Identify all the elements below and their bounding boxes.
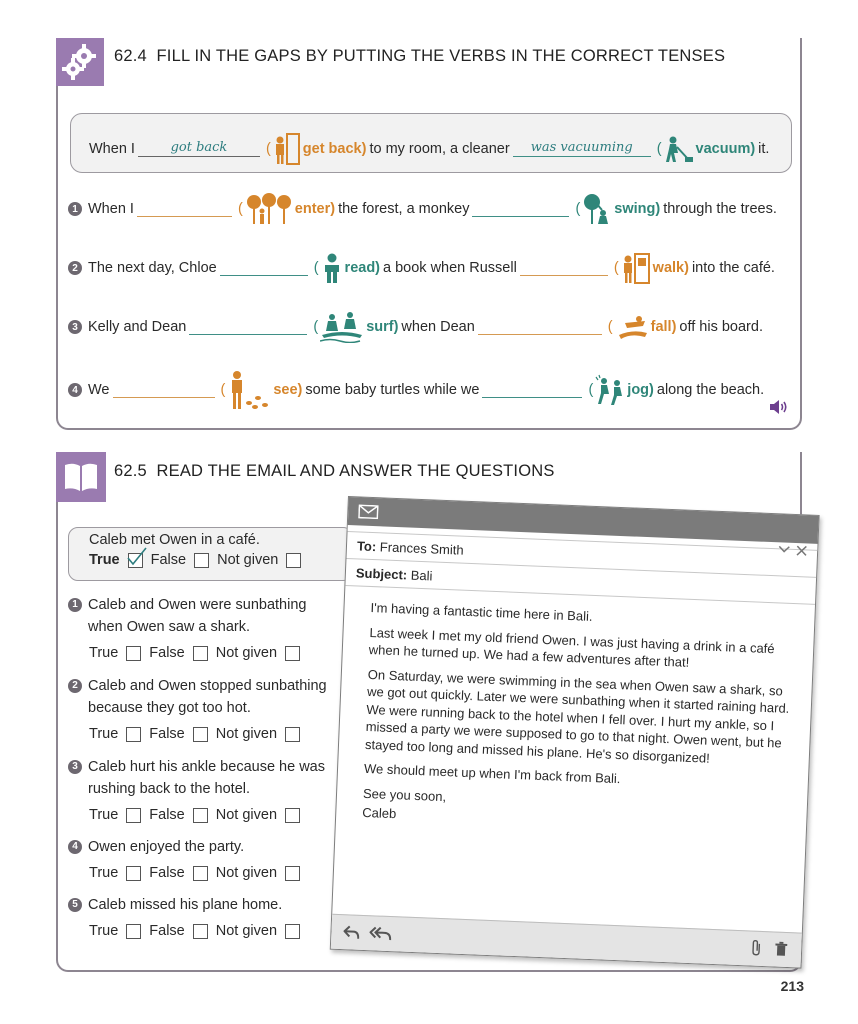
example-sentence: When I got back ( get back) to my room, a cleaner was vacuuming ( vacuum) it.	[89, 133, 769, 165]
text: a book when Russell	[383, 260, 517, 276]
text: through the trees.	[663, 201, 777, 217]
question-5	[68, 894, 302, 942]
true-checkbox[interactable]	[126, 866, 141, 881]
reply-icon[interactable]	[343, 925, 360, 940]
example-question	[89, 532, 303, 568]
question-4	[68, 836, 302, 884]
text: When I	[89, 141, 135, 157]
false-label: False	[149, 645, 185, 661]
verb-prompt: surf)	[366, 319, 399, 335]
false-checkbox[interactable]	[193, 727, 208, 742]
true-label: True	[89, 552, 120, 568]
text: it.	[758, 141, 770, 157]
answer-gap[interactable]	[478, 320, 602, 335]
text: the forest, a monkey	[338, 201, 470, 217]
text: into the café.	[691, 260, 775, 276]
true-checkbox[interactable]	[126, 646, 141, 661]
verb-prompt: fall)	[650, 319, 677, 335]
question-3	[68, 756, 325, 826]
handwritten-answer: got back	[170, 139, 228, 155]
false-label: False	[149, 726, 185, 742]
email-signature: Caleb	[362, 804, 397, 822]
item-number: 2	[68, 261, 82, 275]
not-given-checkbox[interactable]	[285, 808, 300, 823]
not-given-label: Not given	[215, 865, 278, 881]
true-label: True	[89, 865, 119, 881]
exercise-62-4-title	[114, 47, 725, 66]
to-label: To:	[356, 537, 377, 554]
not-given-checkbox[interactable]	[285, 924, 300, 939]
text: along the beach.	[656, 382, 765, 398]
item-number: 1	[68, 202, 82, 216]
question-text: because they got too hot.	[88, 700, 251, 716]
question-number: 4	[68, 840, 82, 854]
false-checkbox[interactable]	[193, 808, 208, 823]
not-given-label: Not given	[215, 726, 278, 742]
email-paragraph: We should meet up when I'm back from Bali.	[363, 760, 621, 787]
question-number: 3	[68, 760, 82, 774]
true-checkbox[interactable]	[126, 808, 141, 823]
question-text: Caleb and Owen were sunbathing	[88, 597, 307, 613]
verb-prompt: walk)	[652, 260, 689, 276]
answer-gap[interactable]	[482, 383, 582, 398]
question-text: Caleb hurt his ankle because he was	[88, 759, 325, 775]
to-value: Frances Smith	[379, 538, 464, 558]
man-walking-into-cafe-icon	[621, 252, 651, 284]
answer-gap[interactable]	[513, 139, 651, 157]
exercise-item-3: 3 Kelly and Dean ( surf) when Dean ( fall) off his board.	[68, 311, 763, 343]
verb-prompt: vacuum)	[695, 141, 756, 157]
answer-gap[interactable]	[138, 139, 260, 157]
verb-prompt: read)	[344, 260, 381, 276]
question-text: rushing back to the hotel.	[88, 781, 251, 797]
monkey-swinging-icon	[582, 193, 612, 225]
answer-gap[interactable]	[220, 261, 308, 276]
exercise-item-1: 1 When I ( enter) the forest, a monkey ( swing) through the trees.	[68, 193, 777, 225]
surfer-falling-icon	[615, 311, 649, 343]
exercise-62-5-title	[114, 462, 555, 481]
verb-prompt: see)	[273, 382, 303, 398]
reply-all-icon[interactable]	[369, 926, 392, 941]
text: some baby turtles while we	[305, 382, 480, 398]
exercise-number: 62.5	[114, 462, 147, 480]
answer-gap[interactable]	[472, 202, 569, 217]
minimize-close-icons[interactable]	[777, 543, 811, 556]
text: Kelly and Dean	[88, 319, 187, 335]
email-paragraph: On Saturday, we were swimming in the sea when Owen saw a shark, so we got out quickly. Later we were sunbathing when it started raining hard. We were running back to the hotel when I fell over. I hurt my ankle, so I missed a party we were supposed to go to that night. Owen went, but he stayed too long and missed his plane. He's so disorganized!	[364, 666, 790, 766]
false-checkbox[interactable]	[193, 924, 208, 939]
answer-gap[interactable]	[189, 320, 307, 335]
exercise-instruction: FILL IN THE GAPS BY PUTTING THE VERBS IN THE CORRECT TENSES	[156, 47, 726, 65]
text: We	[88, 382, 110, 398]
not-given-label: Not given	[215, 807, 278, 823]
exercise-number: 62.4	[114, 47, 147, 65]
not-given-label: Not given	[215, 645, 278, 661]
checkmark-icon	[126, 547, 148, 567]
person-reading-icon	[321, 252, 343, 284]
true-label: True	[89, 807, 119, 823]
exercise-item-2: 2 The next day, Chloe ( read) a book when Russell ( walk) into the café.	[68, 252, 775, 284]
question-text: Caleb missed his plane home.	[88, 897, 283, 913]
true-label: True	[89, 645, 119, 661]
verb-prompt: jog)	[627, 382, 654, 398]
vacuum-cleaner-icon	[664, 135, 694, 163]
envelope-icon	[358, 504, 379, 519]
man-at-door-icon	[273, 133, 301, 165]
question-text: when Owen saw a shark.	[88, 619, 250, 635]
not-given-checkbox[interactable]	[285, 866, 300, 881]
false-checkbox[interactable]	[193, 866, 208, 881]
paperclip-icon[interactable]	[751, 940, 764, 956]
page-number: 213	[780, 978, 804, 994]
email-paragraph: Last week I met my old friend Owen. I was just having a drink in a café when he turned up. We had a few adventures after that!	[368, 624, 775, 670]
false-label: False	[149, 807, 185, 823]
item-number: 4	[68, 383, 82, 397]
email-signoff: See you soon,	[362, 785, 447, 804]
true-checkbox[interactable]	[128, 553, 143, 568]
true-label: True	[89, 726, 119, 742]
question-text: Owen enjoyed the party.	[88, 839, 245, 855]
exercise-instruction: READ THE EMAIL AND ANSWER THE QUESTIONS	[156, 462, 555, 480]
false-label: False	[149, 865, 185, 881]
audio-speaker-icon[interactable]	[769, 399, 789, 420]
verb-prompt: get back)	[302, 141, 367, 157]
verb-prompt: swing)	[614, 201, 661, 217]
handwritten-answer: was vacuuming	[530, 139, 633, 155]
question-number: 2	[68, 679, 82, 693]
answer-gap[interactable]	[137, 202, 232, 217]
trash-icon[interactable]	[775, 942, 788, 956]
question-1	[68, 594, 306, 664]
email-window	[330, 496, 820, 969]
true-label: True	[89, 923, 119, 939]
question-number: 1	[68, 598, 82, 612]
true-checkbox[interactable]	[126, 727, 141, 742]
email-body	[336, 586, 815, 839]
text: When I	[88, 201, 134, 217]
question-2	[68, 675, 327, 745]
not-given-checkbox[interactable]	[286, 553, 301, 568]
false-checkbox[interactable]	[193, 646, 208, 661]
text: The next day, Chloe	[88, 260, 217, 276]
not-given-checkbox[interactable]	[285, 646, 300, 661]
false-label: False	[149, 923, 185, 939]
not-given-label: Not given	[215, 923, 278, 939]
gears-icon	[56, 38, 104, 86]
subject-label: Subject:	[355, 564, 408, 582]
not-given-checkbox[interactable]	[285, 727, 300, 742]
text: off his board.	[679, 319, 763, 335]
question-text: Caleb and Owen stopped sunbathing	[88, 678, 327, 694]
book-icon	[56, 452, 106, 502]
answer-gap[interactable]	[113, 383, 215, 398]
text: to my room, a cleaner	[369, 141, 510, 157]
exercise-item-4: 4 We ( see) some baby turtles while we ( jog) along the beach.	[68, 370, 764, 410]
man-watching-turtles-icon	[227, 370, 271, 410]
question-number: 5	[68, 898, 82, 912]
false-checkbox[interactable]	[194, 553, 209, 568]
surfers-icon	[320, 311, 364, 343]
email-paragraph: I'm having a fantastic time here in Bali.	[370, 600, 593, 624]
verb-prompt: enter)	[294, 201, 336, 217]
true-checkbox[interactable]	[126, 924, 141, 939]
people-jogging-icon	[595, 374, 625, 406]
text: when Dean	[401, 319, 475, 335]
false-label: False	[150, 552, 187, 568]
answer-gap[interactable]	[520, 261, 608, 276]
subject-value: Bali	[410, 567, 433, 583]
not-given-label: Not given	[217, 552, 279, 568]
question-text: Caleb met Owen in a café.	[89, 532, 260, 548]
item-number: 3	[68, 320, 82, 334]
walking-into-forest-icon	[245, 193, 293, 225]
